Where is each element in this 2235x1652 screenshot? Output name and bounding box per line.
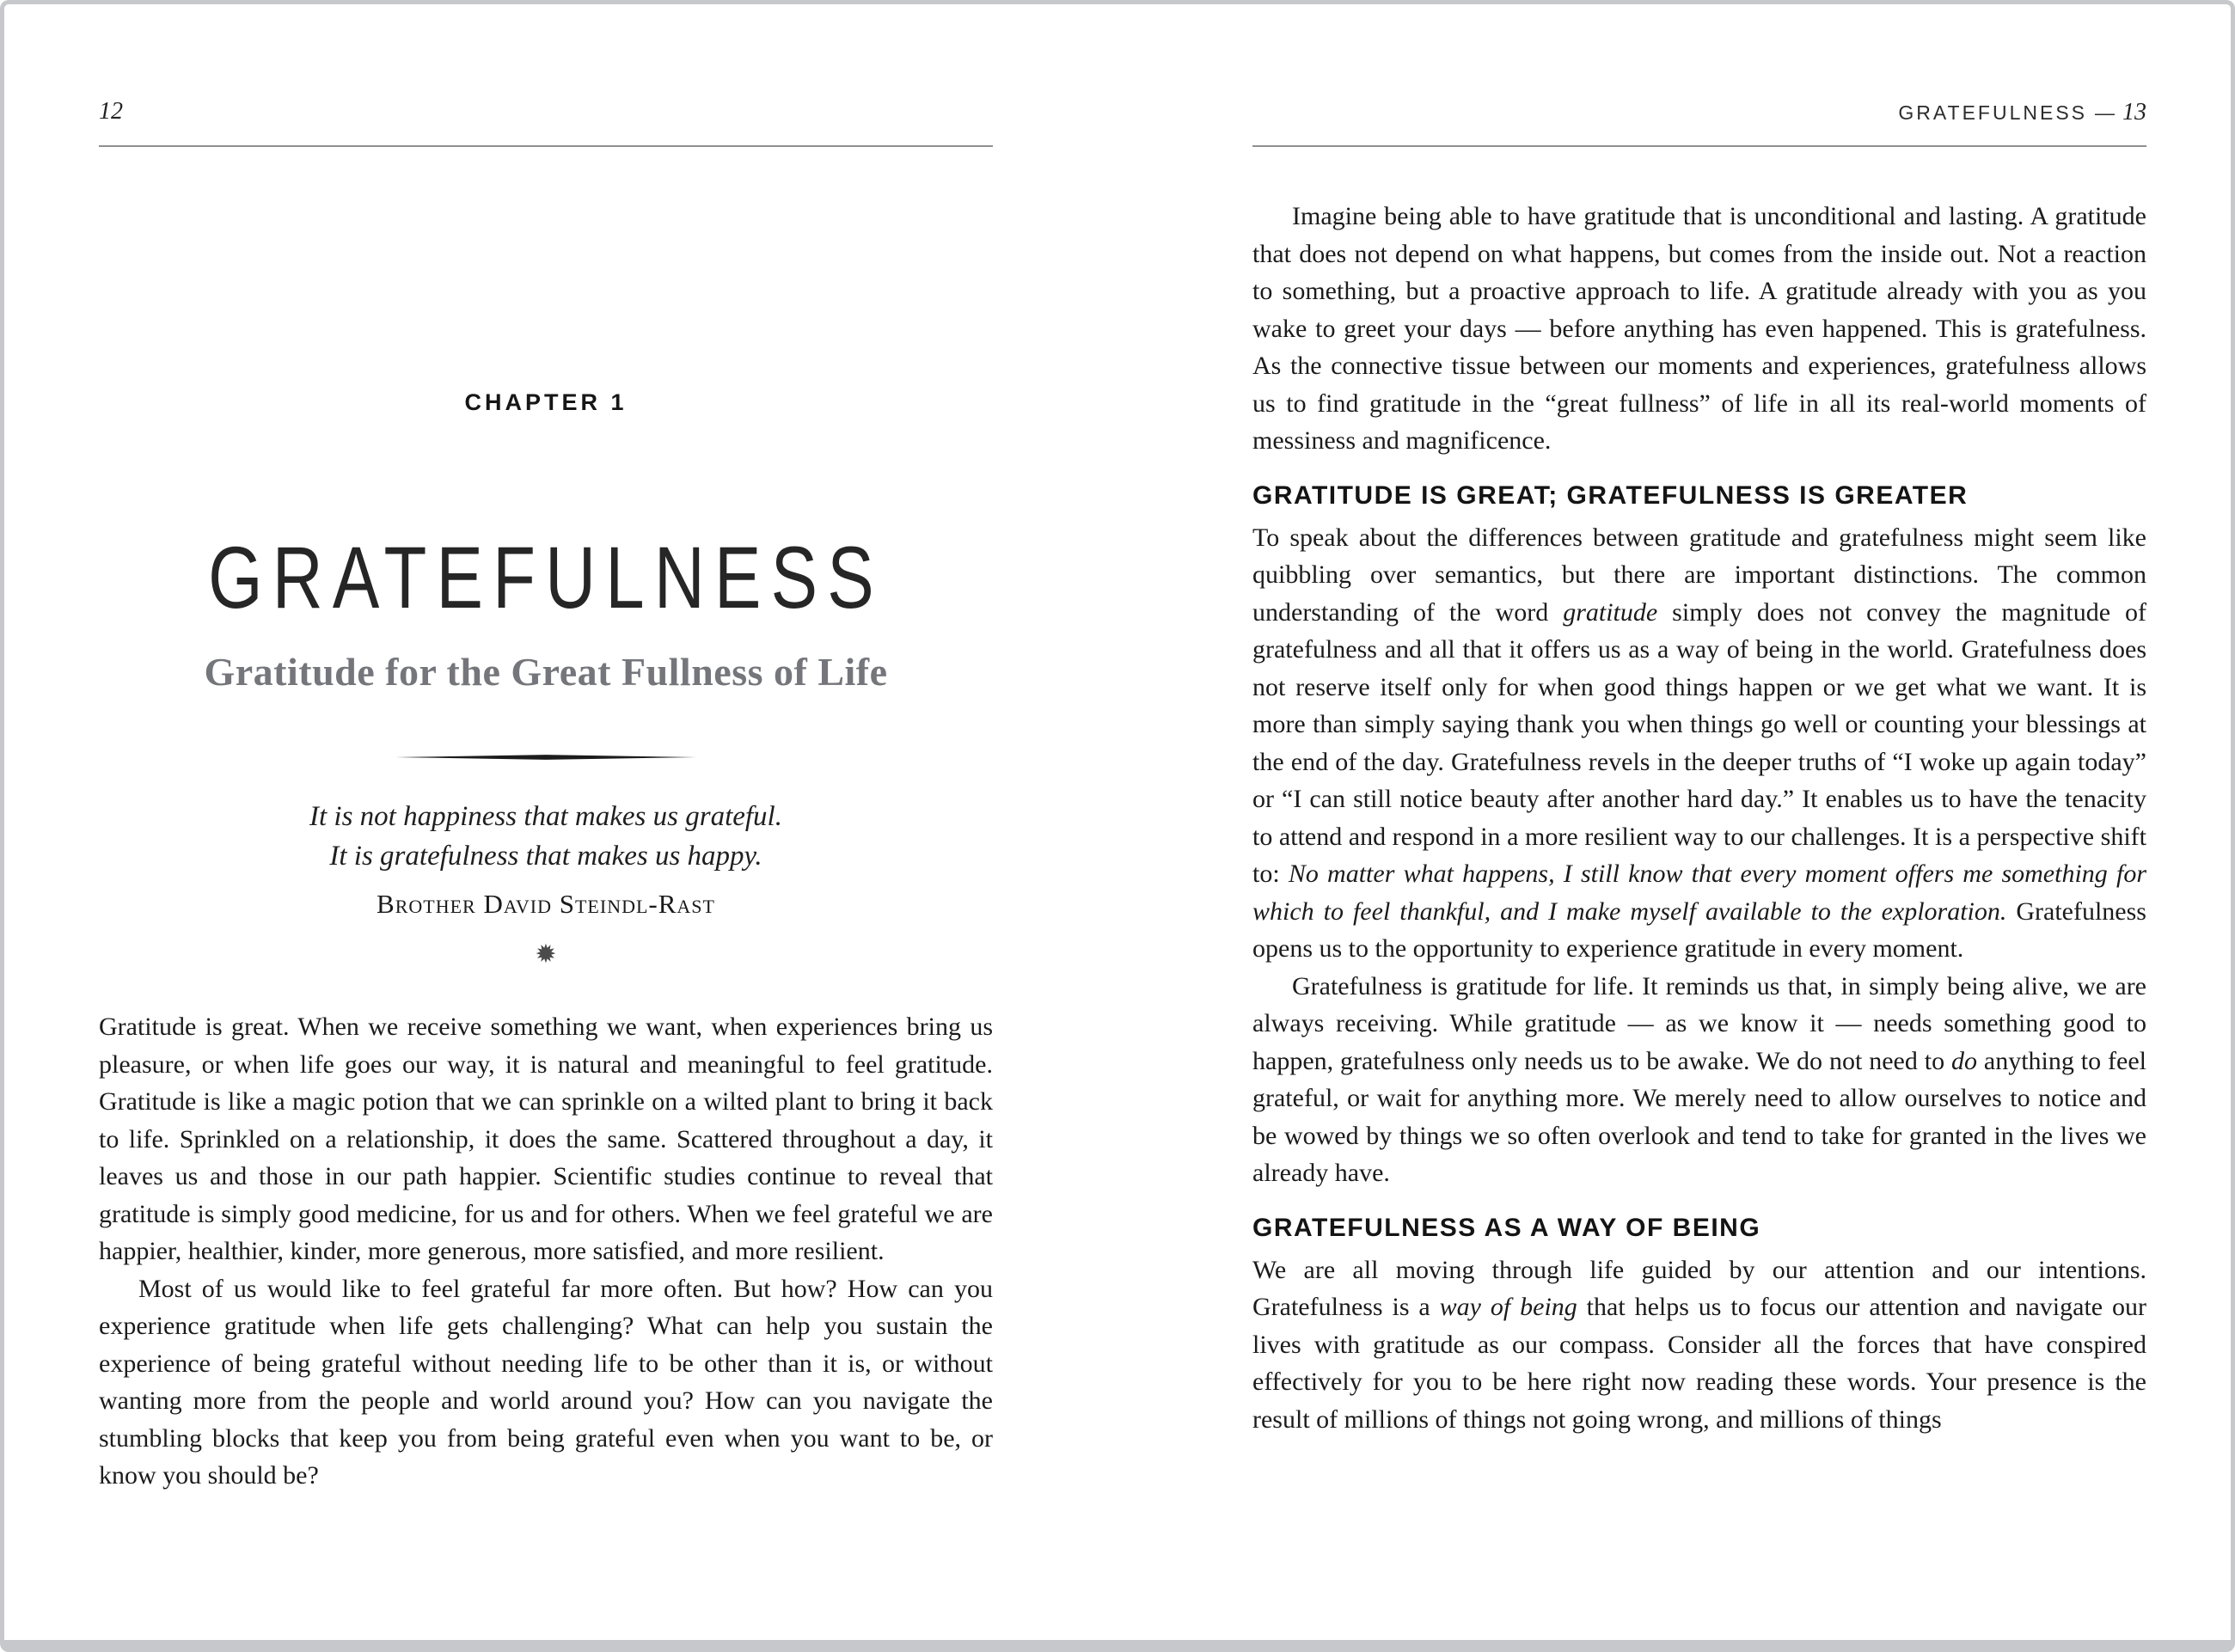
right-page-number: 13 bbox=[2122, 99, 2146, 125]
body-paragraph bbox=[1252, 1251, 2146, 1439]
text-segment: We are all moving through life guided by our attention and our intentions. Gratefulness is a bbox=[1252, 1255, 2146, 1321]
left-page-number: 12 bbox=[99, 98, 123, 125]
section-heading: GRATEFULNESS AS A WAY OF BEING bbox=[1252, 1213, 1761, 1242]
text-segment: Most of us would like to feel grateful far more often. But how? How can you experience gratitude when life gets challenging? What can help you sustain the experience of being grateful without needing life to be other than it is, or without wanting more from the people and world around you? How can you navigate the stumbling blocks that keep you from being grateful even when you want to be, or know you should be? bbox=[99, 1274, 993, 1490]
text-segment: way of being bbox=[1439, 1293, 1577, 1321]
body-paragraph bbox=[1252, 968, 2146, 1192]
epigraph-line: It is not happiness that makes us grateful. bbox=[309, 801, 782, 832]
chapter-label: CHAPTER 1 bbox=[464, 389, 628, 415]
chapter-title: GRATEFULNESS bbox=[208, 529, 884, 627]
text-segment: Imagine being able to have gratitude that is unconditional and lasting. A gratitude that does not depend on what happens, but comes from the inside out. Not a reaction to something, but a proactive approach to life. A gratitude already with you as you wake to greet your days — before anything has even happened. This is gratefulness. As the connective tissue between our moments and experiences, gratefulness allows us to find gratitude in the “great fullness” of life in all its real-world moments of messiness and magnificence. bbox=[1252, 202, 2146, 455]
body-paragraph bbox=[99, 1008, 993, 1270]
right-running-head bbox=[1252, 101, 2146, 125]
right-header-rule bbox=[1252, 145, 2146, 147]
right-page-body bbox=[1252, 198, 2146, 1438]
body-paragraph bbox=[1252, 198, 2146, 460]
text-segment: that helps us to focus our attention and navigate our lives with gratitude as our compass. Consider all the forces that have conspired effectively for you to be here right now reading these words. Your presence is the result of millions of things not going wrong, and millions of things bbox=[1252, 1293, 2147, 1434]
text-segment: gratitude bbox=[1563, 597, 1658, 627]
tapered-divider bbox=[395, 754, 696, 761]
epigraph-attribution: Brother David Steindl-Rast bbox=[377, 889, 715, 919]
star-ornament-icon: ✹ bbox=[535, 939, 557, 970]
left-page-body bbox=[99, 1008, 993, 1495]
text-segment: do bbox=[1950, 1046, 1977, 1075]
section-heading: GRATITUDE IS GREAT; GRATEFULNESS IS GREATER bbox=[1252, 480, 1969, 510]
text-segment: Gratitude is great. When we receive something we want, when experiences bring us pleasure, or when life goes our way, it is natural and meaningful to feel gratitude. Gratitude is like a magic potion that we can sprinkle on a wilted plant to bring it back to life. Sprinkled on a relationship, it does the same. Scattered throughout a day, it leaves us and those in our path happier. Scientific studies continue to reveal that gratitude is simply good medicine, for us and for others. When we feel grateful we are happier, healthier, kinder, more generous, more satisfied, and more resilient. bbox=[99, 1013, 993, 1265]
text-segment: No matter what happens, I still know that every moment offers me something for which to feel thankful, and I make myself available to the exploration. bbox=[1252, 860, 2146, 926]
text-segment: anything to feel grateful, or wait for anything more. We merely need to allow ourselves to notice and be wowed by things we so often overlook and tend to take for granted in the lives we already have. bbox=[1252, 1046, 2146, 1187]
chapter-subtitle: Gratitude for the Great Fullness of Life bbox=[204, 650, 888, 694]
text-segment: To speak about the differences between gratitude and gratefulness might seem like quibbling over semantics, but there are important distinctions. The common understanding of the word bbox=[1252, 523, 2146, 627]
text-segment: simply does not convey the magnitude of gratefulness and all that it offers us as a way of being in the world. Gratefulness does not reserve itself only for when good things happen or we get what we want. It is more than simply saying thank you when things go well or counting your blessings at the end of the day. Gratefulness revels in the deeper truths of “I woke up again today” or “I can still notice beauty after another hard day.” It enables us to have the tenacity to attend and respond in a more resilient way to our challenges. It is a perspective shift to: bbox=[1252, 597, 2146, 888]
epigraph-line: It is gratefulness that makes us happy. bbox=[329, 841, 762, 872]
body-paragraph bbox=[99, 1270, 993, 1495]
text-segment: Gratefulness is gratitude for life. It reminds us that, in simply being alive, we are always receiving. While gratitude — as we know it — needs something good to happen, gratefulness only needs us to be awake. We do not need to bbox=[1252, 971, 2146, 1075]
text-segment: Gratefulness opens us to the opportunity to experience gratitude in every moment. bbox=[1252, 896, 2146, 963]
running-head-title: GRATEFULNESS bbox=[1898, 101, 2087, 124]
left-header-rule bbox=[99, 145, 993, 147]
running-head-separator: — bbox=[2095, 101, 2115, 124]
body-paragraph bbox=[1252, 519, 2146, 968]
epigraph bbox=[99, 797, 993, 924]
